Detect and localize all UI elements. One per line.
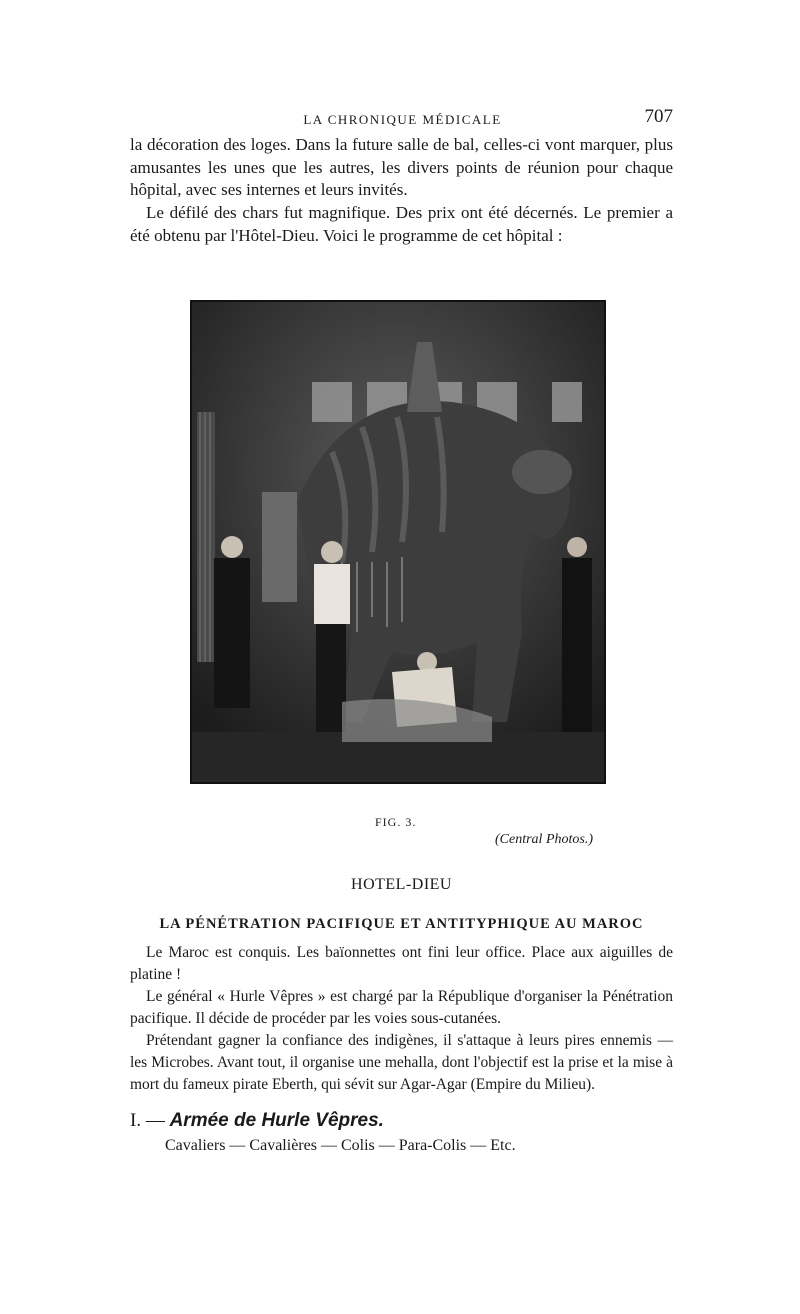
subheading [130, 1110, 384, 1132]
figure-label: FIG. 3. [375, 815, 417, 829]
paragraph-maroc: Le Maroc est conquis. Les baïonnettes ont fini leur office. Place aux aiguilles de platine ! [130, 944, 673, 983]
photo-credit: (Central Photos.) [495, 832, 593, 847]
running-title: LA CHRONIQUE MÉDICALE [303, 112, 502, 127]
paragraph-continuation: la décoration des loges. Dans la future salle de bal, celles-ci vont marquer, plus amusantes les unes que les autres, les divers points de réunion pour chaque hôpital, avec ses internes et leurs invités. [130, 135, 673, 199]
figure-caption: HOTEL-DIEU [351, 876, 452, 893]
paragraph-defile: Le défilé des chars fut magnifique. Des prix ont été décernés. Le premier a été obtenu par l'Hôtel-Dieu. Voici le programme de cet hôpital : [130, 203, 673, 245]
army-list: Cavaliers — Cavalières — Colis — Para-Colis — Etc. [165, 1137, 516, 1154]
section-heading: LA PÉNÉTRATION PACIFIQUE ET ANTITYPHIQUE AU MAROC [159, 916, 644, 932]
page-number: 707 [644, 106, 673, 127]
subheading-title: Armée de Hurle Vêpres. [169, 1110, 384, 1131]
paragraph-general: Le général « Hurle Vêpres » est chargé par la République d'organiser la Pénétration pacifique. Il décide de procéder par les voies sous-cutanées. [130, 988, 673, 1027]
paragraph-microbes: Prétendant gagner la confiance des indigènes, il s'attaque à leurs pires ennemis — les Microbes. Avant tout, il organise une mehalla, dont l'objectif est la prise et la mise à mort du fameux pirate Eberth, qui sévit sur Agar-Agar (Empire du Milieu). [130, 1032, 673, 1093]
photo-illustration [192, 302, 604, 782]
photograph-hotel-dieu-float [190, 300, 606, 784]
subheading-number: I. — [130, 1110, 165, 1131]
running-head [130, 106, 675, 132]
